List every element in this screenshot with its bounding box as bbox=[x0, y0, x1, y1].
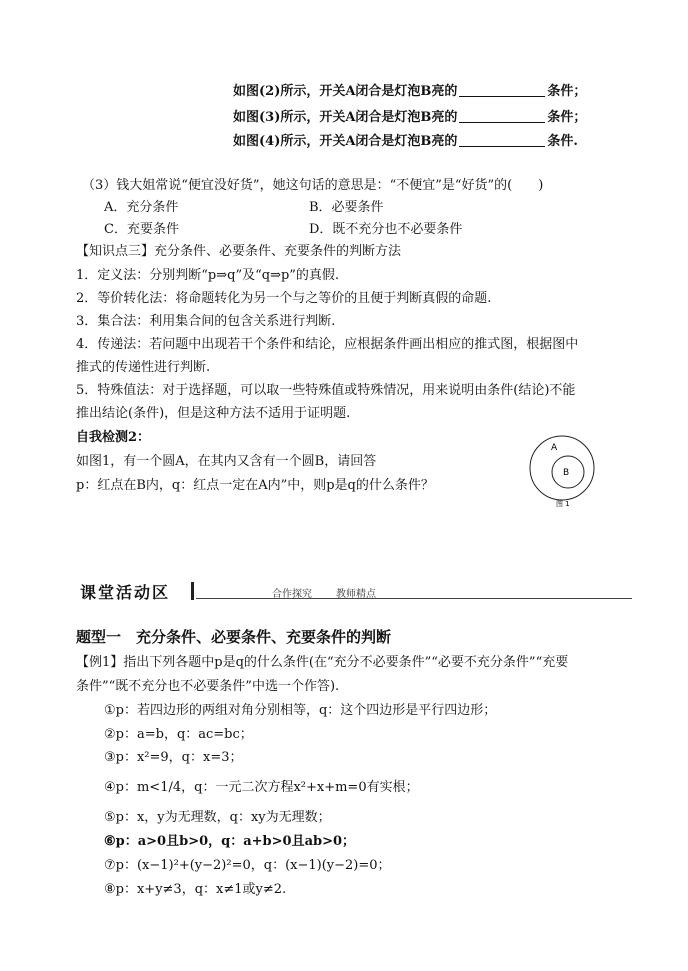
type1-heading: 题型一 充分条件、必要条件、充要条件的判断 bbox=[76, 628, 392, 646]
self-check-title: 自我检测2： bbox=[76, 430, 151, 445]
figure-caption: 图 1 bbox=[556, 500, 570, 508]
example-item: ⑤p：x，y为无理数，q：xy为无理数； bbox=[104, 810, 331, 825]
knowledge-item: 5．特殊值法：对于选择题，可以取一些特殊值或特殊情况，用来说明由条件(结论)不能 bbox=[76, 383, 576, 398]
q3-option-a[interactable]: A．充分条件 bbox=[104, 200, 179, 215]
section-rule bbox=[196, 598, 632, 599]
nested-circles-figure bbox=[520, 430, 620, 508]
circle-a-label: A bbox=[551, 443, 558, 453]
q3-stem: （3）钱大姐常说“便宜没好货”，她这句话的意思是：“不便宜”是“好货”的( ) bbox=[82, 178, 544, 193]
knowledge-item: 推式的传递性进行判断. bbox=[76, 360, 211, 375]
answer-blank[interactable] bbox=[459, 84, 545, 97]
example1-line1: 【例1】指出下列各题中p是q的什么条件(在“充分不必要条件”“必要不充分条件”“充要 bbox=[76, 655, 569, 670]
knowledge-title: 【知识点三】充分条件、必要条件、充要条件的判断方法 bbox=[76, 244, 402, 259]
knowledge-item: 2．等价转化法：将命题转化为另一个与之等价的且便于判断真假的命题. bbox=[76, 291, 492, 306]
answer-blank[interactable] bbox=[459, 110, 545, 123]
section-sub-1: 合作探究 bbox=[272, 589, 312, 600]
section-sub-2: 教师精点 bbox=[336, 589, 376, 600]
circle-a bbox=[530, 436, 594, 500]
knowledge-item: 推出结论(条件)，但是这种方法不适用于证明题. bbox=[76, 406, 351, 421]
example-item: ⑥p：a>0且b>0，q：a+b>0且ab>0； bbox=[104, 834, 356, 849]
example-item: ⑦p：(x−1)²+(y−2)²=0，q：(x−1)(y−2)=0； bbox=[104, 858, 391, 873]
circle-b-label: B bbox=[563, 468, 570, 478]
q3-option-c[interactable]: C．充要条件 bbox=[104, 222, 179, 237]
q3-option-d[interactable]: D．既不充分也不必要条件 bbox=[309, 222, 463, 237]
answer-blank[interactable] bbox=[459, 134, 545, 147]
example-item: ②p：a=b，q：ac=bc； bbox=[104, 727, 253, 742]
fig-line-4: 如图(4)所示，开关A闭合是灯泡B亮的 条件. bbox=[233, 134, 578, 149]
knowledge-item: 4．传递法：若问题中出现若干个条件和结论，应根据条件画出相应的推式图，根据图中 bbox=[76, 337, 579, 352]
self-check-line1: 如图1，有一个圆A，在其内又含有一个圆B，请回答 bbox=[76, 454, 377, 469]
knowledge-item: 3．集合法：利用集合间的包含关系进行判断. bbox=[76, 314, 336, 329]
q3-option-b[interactable]: B．必要条件 bbox=[309, 200, 384, 215]
knowledge-item: 1．定义法：分别判断“p⇒q”及“q⇒p”的真假. bbox=[76, 268, 340, 283]
self-check-line2: p：红点在B内，q：红点一定在A内”中，则p是q的什么条件？ bbox=[76, 478, 434, 493]
example1-line2: 条件”“既不充分也不必要条件”中选一个作答). bbox=[76, 679, 340, 694]
example-item: ①p：若四边形的两组对角分别相等，q：这个四边形是平行四边形； bbox=[104, 703, 497, 718]
example-item: ③p：x²=9，q：x=3； bbox=[104, 750, 243, 765]
fig-line-2: 如图(2)所示，开关A闭合是灯泡B亮的 条件； bbox=[233, 84, 587, 99]
fig-line-3: 如图(3)所示，开关A闭合是灯泡B亮的 条件； bbox=[233, 110, 587, 125]
section-divider-mark bbox=[191, 582, 194, 600]
example-item: ⑧p：x+y≠3，q：x≠1或y≠2. bbox=[104, 882, 287, 897]
example-item: ④p：m<1/4，q：一元二次方程x²+x+m=0有实根； bbox=[104, 780, 419, 795]
section-title: 课堂活动区 bbox=[80, 583, 171, 602]
